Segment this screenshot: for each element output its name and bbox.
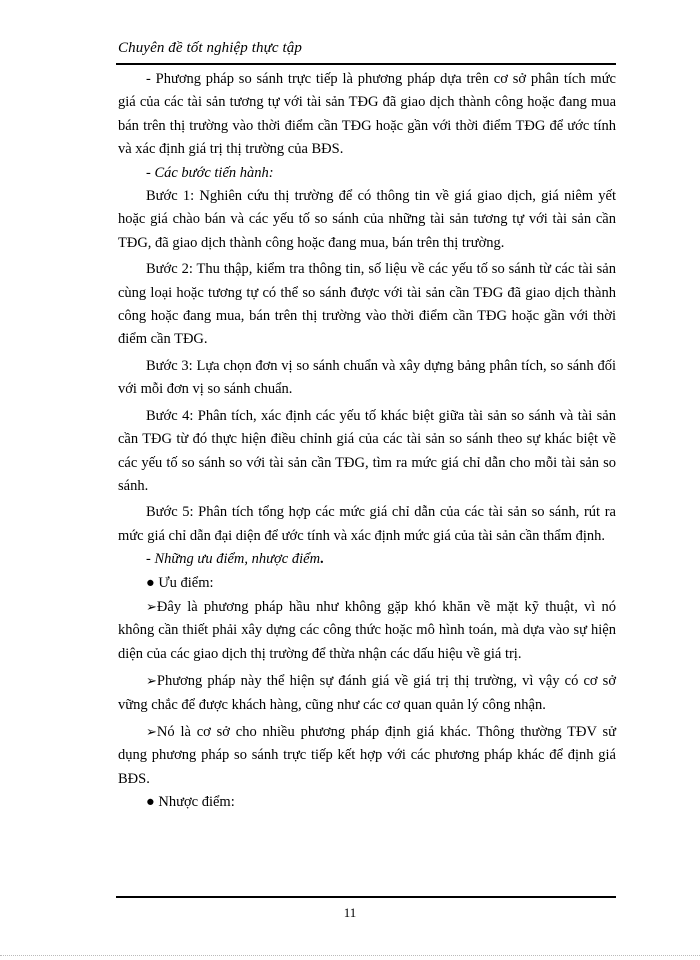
page-bottom-edge (0, 955, 700, 956)
arrow-bullet-icon: ➢ (146, 723, 157, 739)
disadvantages-label: Nhược điểm: (158, 794, 235, 811)
pros-cons-dash: - (146, 551, 155, 568)
advantage-2-text: Phương pháp này thể hiện sự đánh giá về giá trị thị trường, vì vậy có cơ sở vững chắc để được khách hàng, cũng như các cơ quan quản lý công nhận. (118, 673, 616, 713)
bullet-icon: ● (146, 794, 155, 811)
advantage-1-text: Đây là phương pháp hầu như không gặp khó khăn về mặt kỹ thuật, vì nó không cần thiết phải xây dựng các công thức hoặc mô hình toán, mà dựa vào sự hiện diện của các giao dịch thị trường để thừa nhận các dấu hiệu về giá trị. (118, 598, 616, 662)
steps-heading: - Các bước tiến hành: (146, 164, 274, 181)
arrow-bullet-icon: ➢ (146, 598, 157, 614)
page-body (118, 68, 616, 815)
advantage-1-paragraph (118, 595, 616, 666)
advantage-3-text: Nó là cơ sở cho nhiều phương pháp định giá khác. Thông thường TĐV sử dụng phương pháp so sánh trực tiếp kết hợp với các phương pháp khác để định giá BĐS. (118, 723, 616, 787)
step-1-paragraph: Bước 1: Nghiên cứu thị trường để có thông tin về giá giao dịch, giá niêm yết hoặc giá chào bán và các yếu tố so sánh của những tài sản tương tự với tài sản cần TĐG, đã giao dịch thành công hoặc đang mua, bán trên thị trường. (118, 188, 616, 251)
header-divider (116, 63, 616, 65)
page-header-title: Chuyên đề tốt nghiệp thực tập (118, 40, 302, 56)
step-5-paragraph: Bước 5: Phân tích tổng hợp các mức giá chỉ dẫn của các tài sản so sánh, rút ra mức giá chỉ dẫn đại diện để ước tính và xác định mức giá của tài sản cần thẩm định. (118, 504, 616, 544)
arrow-bullet-icon: ➢ (146, 673, 157, 689)
paragraph-definition: - Phương pháp so sánh trực tiếp là phương pháp dựa trên cơ sở phân tích mức giá của các tài sản tương tự với tài sản TĐG đã giao dịch thành công hoặc đang mua bán trên thị trường vào thời điểm cần TĐG hoặc gần với thời điểm TĐG để ước tính và xác định giá trị thị trường của BĐS. (118, 71, 616, 158)
bullet-icon: ● (146, 574, 155, 591)
pros-cons-heading-text: Những ưu điểm, nhược điểm (154, 551, 321, 568)
step-2-paragraph: Bước 2: Thu thập, kiểm tra thông tin, số liệu về các yếu tố so sánh từ các tài sản cùng loại hoặc tương tự có thể so sánh được với tài sản cần TĐG đã giao dịch thành công hoặc đang mua, bán trên thị trường vào thời điểm cần TĐG hoặc gần với thời điểm cần TĐG. (118, 261, 616, 348)
step-4-paragraph: Bước 4: Phân tích, xác định các yếu tố khác biệt giữa tài sản so sánh và tài sản cần TĐG từ đó thực hiện điều chỉnh giá của các tài sản so sánh theo sự khác biệt về các yếu tố so sánh so với tài sản cần TĐG, tìm ra mức giá chỉ dẫn cho mỗi tài sản so sánh. (118, 407, 616, 494)
advantages-label: Ưu điểm: (158, 574, 214, 591)
pros-cons-heading-period: . (320, 551, 324, 568)
disadvantages-heading (118, 791, 616, 814)
advantages-heading (118, 572, 616, 595)
page-number: 11 (343, 905, 357, 920)
step-3-paragraph: Bước 3: Lựa chọn đơn vị so sánh chuẩn và xây dựng bảng phân tích, so sánh đối với mỗi đơn vị so sánh chuẩn. (118, 357, 616, 398)
advantage-2-paragraph (118, 669, 616, 717)
pros-cons-heading (118, 548, 616, 571)
advantage-3-paragraph (118, 720, 616, 791)
footer-divider (116, 896, 616, 898)
